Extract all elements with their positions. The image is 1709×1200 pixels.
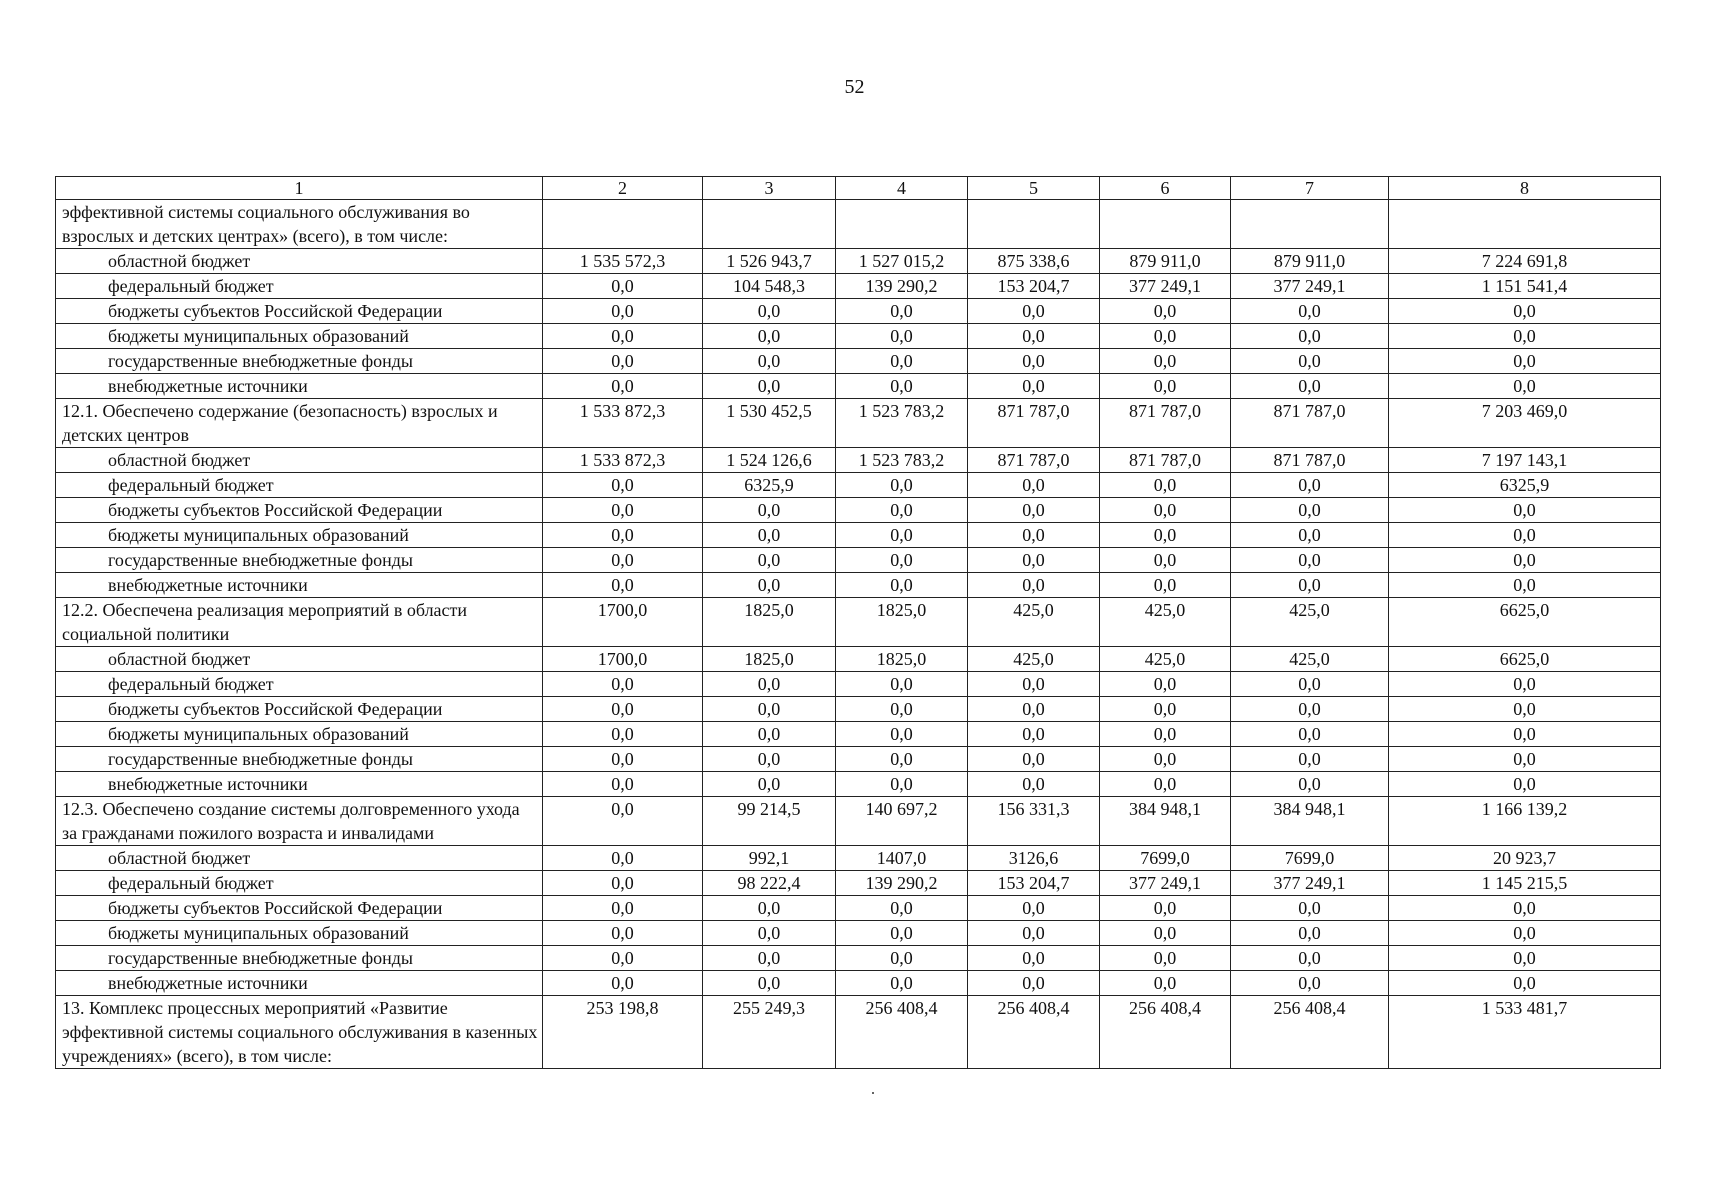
value-cell-col-2: 0,0 xyxy=(543,672,703,697)
value-cell-col-7: 0,0 xyxy=(1231,722,1389,747)
value-cell-col-2 xyxy=(543,200,703,249)
value-cell-col-5: 0,0 xyxy=(968,573,1100,598)
value-cell-col-8: 0,0 xyxy=(1389,971,1661,996)
value-cell-col-6: 0,0 xyxy=(1100,349,1231,374)
value-cell-col-6: 871 787,0 xyxy=(1100,448,1231,473)
row-label: областной бюджет xyxy=(56,249,543,274)
value-cell-col-8: 0,0 xyxy=(1389,299,1661,324)
value-cell-col-5: 0,0 xyxy=(968,548,1100,573)
value-cell-col-3: 1 524 126,6 xyxy=(703,448,836,473)
value-cell-col-7: 0,0 xyxy=(1231,896,1389,921)
value-cell-col-6: 0,0 xyxy=(1100,672,1231,697)
value-cell-col-8: 1 166 139,2 xyxy=(1389,797,1661,846)
source-row xyxy=(56,473,1661,498)
value-cell-col-7: 0,0 xyxy=(1231,374,1389,399)
value-cell-col-5: 871 787,0 xyxy=(968,399,1100,448)
value-cell-col-5: 0,0 xyxy=(968,299,1100,324)
value-cell-col-5: 0,0 xyxy=(968,896,1100,921)
value-cell-col-3: 0,0 xyxy=(703,374,836,399)
source-row xyxy=(56,971,1661,996)
value-cell-col-2: 0,0 xyxy=(543,846,703,871)
row-label: 12.2. Обеспечена реализация мероприятий в области социальной политики xyxy=(56,598,543,647)
value-cell-col-3: 98 222,4 xyxy=(703,871,836,896)
value-cell-col-7: 871 787,0 xyxy=(1231,448,1389,473)
column-number-1: 1 xyxy=(56,177,543,200)
row-label: внебюджетные источники xyxy=(56,374,543,399)
value-cell-col-6: 0,0 xyxy=(1100,374,1231,399)
row-label: бюджеты муниципальных образований xyxy=(56,921,543,946)
value-cell-col-8: 0,0 xyxy=(1389,772,1661,797)
value-cell-col-5: 0,0 xyxy=(968,349,1100,374)
value-cell-col-2: 0,0 xyxy=(543,697,703,722)
value-cell-col-2: 0,0 xyxy=(543,573,703,598)
value-cell-col-2: 0,0 xyxy=(543,548,703,573)
value-cell-col-5: 3126,6 xyxy=(968,846,1100,871)
column-number-3: 3 xyxy=(703,177,836,200)
value-cell-col-8: 6325,9 xyxy=(1389,473,1661,498)
value-cell-col-4: 0,0 xyxy=(836,672,968,697)
value-cell-col-2: 253 198,8 xyxy=(543,996,703,1069)
value-cell-col-7: 0,0 xyxy=(1231,697,1389,722)
value-cell-col-7: 7699,0 xyxy=(1231,846,1389,871)
value-cell-col-5: 0,0 xyxy=(968,672,1100,697)
row-label: 13. Комплекс процессных мероприятий «Развитие эффективной системы социального обслуживания в казенных учреждениях» (всего), в том числе: xyxy=(56,996,543,1069)
value-cell-col-3: 0,0 xyxy=(703,921,836,946)
section-row xyxy=(56,598,1661,647)
value-cell-col-2: 0,0 xyxy=(543,871,703,896)
page-number: 52 xyxy=(844,76,865,98)
value-cell-col-6: 0,0 xyxy=(1100,473,1231,498)
value-cell-col-2: 1 533 872,3 xyxy=(543,399,703,448)
value-cell-col-8: 0,0 xyxy=(1389,747,1661,772)
value-cell-col-6: 0,0 xyxy=(1100,299,1231,324)
value-cell-col-2: 0,0 xyxy=(543,797,703,846)
value-cell-col-7: 425,0 xyxy=(1231,598,1389,647)
value-cell-col-6: 0,0 xyxy=(1100,548,1231,573)
value-cell-col-7: 425,0 xyxy=(1231,647,1389,672)
column-number-2: 2 xyxy=(543,177,703,200)
value-cell-col-4: 139 290,2 xyxy=(836,274,968,299)
source-row xyxy=(56,846,1661,871)
value-cell-col-4: 0,0 xyxy=(836,498,968,523)
value-cell-col-2: 1700,0 xyxy=(543,598,703,647)
value-cell-col-6: 0,0 xyxy=(1100,573,1231,598)
row-label: бюджеты муниципальных образований xyxy=(56,324,543,349)
value-cell-col-7: 256 408,4 xyxy=(1231,996,1389,1069)
value-cell-col-6: 0,0 xyxy=(1100,697,1231,722)
budget-table xyxy=(55,176,1661,1069)
row-label: бюджеты субъектов Российской Федерации xyxy=(56,299,543,324)
value-cell-col-4: 0,0 xyxy=(836,772,968,797)
value-cell-col-8: 0,0 xyxy=(1389,896,1661,921)
value-cell-col-8: 0,0 xyxy=(1389,498,1661,523)
value-cell-col-2: 0,0 xyxy=(543,772,703,797)
value-cell-col-3: 0,0 xyxy=(703,672,836,697)
row-label: 12.3. Обеспечено создание системы долговременного ухода за гражданами пожилого возраста и инвалидами xyxy=(56,797,543,846)
value-cell-col-6: 0,0 xyxy=(1100,498,1231,523)
source-row xyxy=(56,697,1661,722)
value-cell-col-7: 0,0 xyxy=(1231,523,1389,548)
value-cell-col-8: 0,0 xyxy=(1389,672,1661,697)
source-row xyxy=(56,374,1661,399)
source-row xyxy=(56,871,1661,896)
section-row xyxy=(56,797,1661,846)
value-cell-col-2: 0,0 xyxy=(543,722,703,747)
value-cell-col-6: 0,0 xyxy=(1100,896,1231,921)
value-cell-col-5: 153 204,7 xyxy=(968,871,1100,896)
value-cell-col-7: 0,0 xyxy=(1231,772,1389,797)
value-cell-col-8: 6625,0 xyxy=(1389,647,1661,672)
value-cell-col-8: 0,0 xyxy=(1389,921,1661,946)
row-label: областной бюджет xyxy=(56,846,543,871)
value-cell-col-4: 1 527 015,2 xyxy=(836,249,968,274)
value-cell-col-5: 0,0 xyxy=(968,523,1100,548)
source-row xyxy=(56,548,1661,573)
value-cell-col-6: 0,0 xyxy=(1100,946,1231,971)
row-label: бюджеты муниципальных образований xyxy=(56,722,543,747)
value-cell-col-4: 0,0 xyxy=(836,573,968,598)
source-row xyxy=(56,896,1661,921)
value-cell-col-8: 7 197 143,1 xyxy=(1389,448,1661,473)
value-cell-col-6: 256 408,4 xyxy=(1100,996,1231,1069)
row-label: внебюджетные источники xyxy=(56,971,543,996)
source-row xyxy=(56,523,1661,548)
column-number-7: 7 xyxy=(1231,177,1389,200)
value-cell-col-4: 0,0 xyxy=(836,324,968,349)
value-cell-col-4: 0,0 xyxy=(836,697,968,722)
value-cell-col-5: 875 338,6 xyxy=(968,249,1100,274)
value-cell-col-5: 0,0 xyxy=(968,971,1100,996)
value-cell-col-6: 0,0 xyxy=(1100,722,1231,747)
source-row xyxy=(56,249,1661,274)
value-cell-col-5: 0,0 xyxy=(968,722,1100,747)
value-cell-col-4 xyxy=(836,200,968,249)
value-cell-col-6: 425,0 xyxy=(1100,598,1231,647)
source-row xyxy=(56,921,1661,946)
value-cell-col-3: 0,0 xyxy=(703,722,836,747)
value-cell-col-3: 0,0 xyxy=(703,971,836,996)
value-cell-col-4: 0,0 xyxy=(836,299,968,324)
value-cell-col-8: 6625,0 xyxy=(1389,598,1661,647)
value-cell-col-7: 0,0 xyxy=(1231,747,1389,772)
value-cell-col-5: 0,0 xyxy=(968,921,1100,946)
value-cell-col-7: 377 249,1 xyxy=(1231,274,1389,299)
source-row xyxy=(56,672,1661,697)
row-label: федеральный бюджет xyxy=(56,672,543,697)
column-number-row xyxy=(56,177,1661,200)
value-cell-col-3: 1825,0 xyxy=(703,647,836,672)
source-row xyxy=(56,946,1661,971)
value-cell-col-4: 1 523 783,2 xyxy=(836,448,968,473)
value-cell-col-3: 104 548,3 xyxy=(703,274,836,299)
value-cell-col-4: 0,0 xyxy=(836,548,968,573)
value-cell-col-6: 425,0 xyxy=(1100,647,1231,672)
value-cell-col-7: 377 249,1 xyxy=(1231,871,1389,896)
value-cell-col-8: 0,0 xyxy=(1389,573,1661,598)
value-cell-col-7: 0,0 xyxy=(1231,946,1389,971)
value-cell-col-8: 0,0 xyxy=(1389,349,1661,374)
value-cell-col-4: 1407,0 xyxy=(836,846,968,871)
value-cell-col-2: 1700,0 xyxy=(543,647,703,672)
value-cell-col-7 xyxy=(1231,200,1389,249)
section-row xyxy=(56,200,1661,249)
value-cell-col-5: 0,0 xyxy=(968,772,1100,797)
value-cell-col-4: 0,0 xyxy=(836,747,968,772)
value-cell-col-7: 0,0 xyxy=(1231,548,1389,573)
value-cell-col-5: 425,0 xyxy=(968,647,1100,672)
value-cell-col-3: 0,0 xyxy=(703,747,836,772)
row-label: внебюджетные источники xyxy=(56,772,543,797)
value-cell-col-3: 1 526 943,7 xyxy=(703,249,836,274)
value-cell-col-7: 0,0 xyxy=(1231,672,1389,697)
value-cell-col-4: 0,0 xyxy=(836,971,968,996)
column-number-6: 6 xyxy=(1100,177,1231,200)
value-cell-col-4: 0,0 xyxy=(836,896,968,921)
value-cell-col-4: 0,0 xyxy=(836,473,968,498)
value-cell-col-5: 871 787,0 xyxy=(968,448,1100,473)
value-cell-col-2: 1 535 572,3 xyxy=(543,249,703,274)
value-cell-col-2: 0,0 xyxy=(543,473,703,498)
value-cell-col-3: 0,0 xyxy=(703,299,836,324)
value-cell-col-5: 0,0 xyxy=(968,324,1100,349)
row-label: государственные внебюджетные фонды xyxy=(56,548,543,573)
row-label: государственные внебюджетные фонды xyxy=(56,946,543,971)
value-cell-col-3: 0,0 xyxy=(703,324,836,349)
value-cell-col-4: 1 523 783,2 xyxy=(836,399,968,448)
value-cell-col-5: 0,0 xyxy=(968,473,1100,498)
source-row xyxy=(56,647,1661,672)
value-cell-col-8: 0,0 xyxy=(1389,946,1661,971)
value-cell-col-7: 384 948,1 xyxy=(1231,797,1389,846)
value-cell-col-8 xyxy=(1389,200,1661,249)
row-label: областной бюджет xyxy=(56,647,543,672)
value-cell-col-4: 0,0 xyxy=(836,921,968,946)
value-cell-col-5: 0,0 xyxy=(968,374,1100,399)
column-number-5: 5 xyxy=(968,177,1100,200)
value-cell-col-8: 0,0 xyxy=(1389,374,1661,399)
scan-speck xyxy=(872,1092,874,1094)
source-row xyxy=(56,299,1661,324)
column-number-4: 4 xyxy=(836,177,968,200)
source-row xyxy=(56,573,1661,598)
value-cell-col-3: 0,0 xyxy=(703,349,836,374)
value-cell-col-2: 0,0 xyxy=(543,349,703,374)
value-cell-col-4: 0,0 xyxy=(836,349,968,374)
row-label: государственные внебюджетные фонды xyxy=(56,747,543,772)
value-cell-col-4: 0,0 xyxy=(836,722,968,747)
value-cell-col-3: 1825,0 xyxy=(703,598,836,647)
value-cell-col-8: 7 203 469,0 xyxy=(1389,399,1661,448)
value-cell-col-2: 0,0 xyxy=(543,498,703,523)
value-cell-col-3: 0,0 xyxy=(703,946,836,971)
value-cell-col-3: 0,0 xyxy=(703,697,836,722)
value-cell-col-7: 0,0 xyxy=(1231,299,1389,324)
value-cell-col-6: 0,0 xyxy=(1100,747,1231,772)
value-cell-col-8: 1 533 481,7 xyxy=(1389,996,1661,1069)
value-cell-col-7: 879 911,0 xyxy=(1231,249,1389,274)
value-cell-col-5: 256 408,4 xyxy=(968,996,1100,1069)
row-label: областной бюджет xyxy=(56,448,543,473)
value-cell-col-8: 0,0 xyxy=(1389,722,1661,747)
value-cell-col-6: 0,0 xyxy=(1100,772,1231,797)
value-cell-col-2: 0,0 xyxy=(543,921,703,946)
value-cell-col-2: 0,0 xyxy=(543,274,703,299)
value-cell-col-3: 992,1 xyxy=(703,846,836,871)
section-row xyxy=(56,399,1661,448)
value-cell-col-6: 377 249,1 xyxy=(1100,274,1231,299)
value-cell-col-5: 153 204,7 xyxy=(968,274,1100,299)
row-label: федеральный бюджет xyxy=(56,473,543,498)
value-cell-col-3: 0,0 xyxy=(703,523,836,548)
value-cell-col-4: 1825,0 xyxy=(836,598,968,647)
value-cell-col-8: 1 151 541,4 xyxy=(1389,274,1661,299)
value-cell-col-2: 0,0 xyxy=(543,523,703,548)
value-cell-col-5: 425,0 xyxy=(968,598,1100,647)
value-cell-col-8: 0,0 xyxy=(1389,324,1661,349)
value-cell-col-3: 1 530 452,5 xyxy=(703,399,836,448)
row-label: бюджеты субъектов Российской Федерации xyxy=(56,498,543,523)
row-label: федеральный бюджет xyxy=(56,274,543,299)
row-label: бюджеты муниципальных образований xyxy=(56,523,543,548)
value-cell-col-7: 0,0 xyxy=(1231,971,1389,996)
value-cell-col-8: 0,0 xyxy=(1389,548,1661,573)
source-row xyxy=(56,498,1661,523)
value-cell-col-8: 0,0 xyxy=(1389,523,1661,548)
value-cell-col-6 xyxy=(1100,200,1231,249)
value-cell-col-7: 0,0 xyxy=(1231,324,1389,349)
value-cell-col-4: 140 697,2 xyxy=(836,797,968,846)
value-cell-col-3: 99 214,5 xyxy=(703,797,836,846)
value-cell-col-6: 377 249,1 xyxy=(1100,871,1231,896)
value-cell-col-4: 1825,0 xyxy=(836,647,968,672)
row-label: 12.1. Обеспечено содержание (безопасность) взрослых и детских центров xyxy=(56,399,543,448)
row-label: эффективной системы социального обслуживания во взрослых и детских центрах» (всего), в том числе: xyxy=(56,200,543,249)
value-cell-col-6: 0,0 xyxy=(1100,921,1231,946)
value-cell-col-7: 871 787,0 xyxy=(1231,399,1389,448)
value-cell-col-5: 0,0 xyxy=(968,946,1100,971)
value-cell-col-2: 0,0 xyxy=(543,374,703,399)
row-label: государственные внебюджетные фонды xyxy=(56,349,543,374)
source-row xyxy=(56,747,1661,772)
value-cell-col-6: 871 787,0 xyxy=(1100,399,1231,448)
source-row xyxy=(56,324,1661,349)
value-cell-col-8: 1 145 215,5 xyxy=(1389,871,1661,896)
value-cell-col-2: 0,0 xyxy=(543,324,703,349)
value-cell-col-3: 0,0 xyxy=(703,548,836,573)
value-cell-col-5 xyxy=(968,200,1100,249)
value-cell-col-2: 0,0 xyxy=(543,299,703,324)
value-cell-col-7: 0,0 xyxy=(1231,473,1389,498)
value-cell-col-4: 256 408,4 xyxy=(836,996,968,1069)
value-cell-col-3: 255 249,3 xyxy=(703,996,836,1069)
value-cell-col-5: 156 331,3 xyxy=(968,797,1100,846)
value-cell-col-6: 879 911,0 xyxy=(1100,249,1231,274)
value-cell-col-7: 0,0 xyxy=(1231,573,1389,598)
column-number-8: 8 xyxy=(1389,177,1661,200)
value-cell-col-6: 0,0 xyxy=(1100,971,1231,996)
value-cell-col-6: 0,0 xyxy=(1100,523,1231,548)
value-cell-col-4: 0,0 xyxy=(836,374,968,399)
value-cell-col-4: 0,0 xyxy=(836,946,968,971)
value-cell-col-5: 0,0 xyxy=(968,498,1100,523)
row-label: федеральный бюджет xyxy=(56,871,543,896)
source-row xyxy=(56,722,1661,747)
value-cell-col-8: 0,0 xyxy=(1389,697,1661,722)
row-label: внебюджетные источники xyxy=(56,573,543,598)
value-cell-col-6: 0,0 xyxy=(1100,324,1231,349)
value-cell-col-4: 139 290,2 xyxy=(836,871,968,896)
row-label: бюджеты субъектов Российской Федерации xyxy=(56,896,543,921)
value-cell-col-2: 0,0 xyxy=(543,747,703,772)
value-cell-col-5: 0,0 xyxy=(968,747,1100,772)
value-cell-col-8: 20 923,7 xyxy=(1389,846,1661,871)
table-body xyxy=(56,177,1661,1069)
value-cell-col-3: 6325,9 xyxy=(703,473,836,498)
value-cell-col-8: 7 224 691,8 xyxy=(1389,249,1661,274)
value-cell-col-3: 0,0 xyxy=(703,772,836,797)
value-cell-col-3: 0,0 xyxy=(703,573,836,598)
row-label: бюджеты субъектов Российской Федерации xyxy=(56,697,543,722)
value-cell-col-2: 1 533 872,3 xyxy=(543,448,703,473)
value-cell-col-5: 0,0 xyxy=(968,697,1100,722)
value-cell-col-3: 0,0 xyxy=(703,498,836,523)
source-row xyxy=(56,772,1661,797)
section-row xyxy=(56,996,1661,1069)
value-cell-col-6: 384 948,1 xyxy=(1100,797,1231,846)
source-row xyxy=(56,448,1661,473)
value-cell-col-2: 0,0 xyxy=(543,946,703,971)
value-cell-col-3 xyxy=(703,200,836,249)
value-cell-col-2: 0,0 xyxy=(543,971,703,996)
source-row xyxy=(56,274,1661,299)
value-cell-col-7: 0,0 xyxy=(1231,349,1389,374)
value-cell-col-7: 0,0 xyxy=(1231,921,1389,946)
value-cell-col-2: 0,0 xyxy=(543,896,703,921)
value-cell-col-4: 0,0 xyxy=(836,523,968,548)
source-row xyxy=(56,349,1661,374)
value-cell-col-6: 7699,0 xyxy=(1100,846,1231,871)
value-cell-col-7: 0,0 xyxy=(1231,498,1389,523)
value-cell-col-3: 0,0 xyxy=(703,896,836,921)
